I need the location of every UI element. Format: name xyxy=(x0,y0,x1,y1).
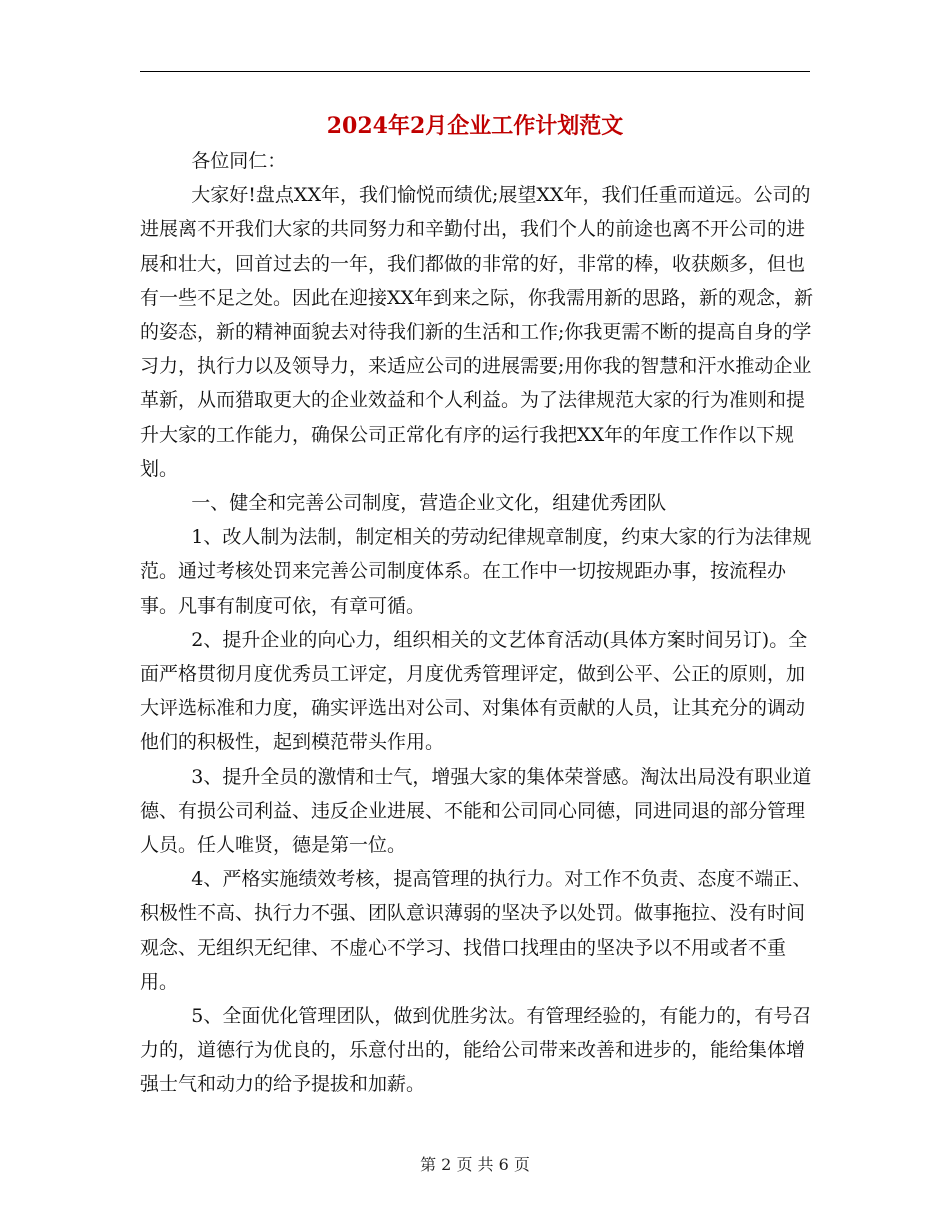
paragraph-item-3: 3、提升全员的激情和士气，增强大家的集体荣誉感。淘汰出局没有职业道德、有损公司利益、违反企业进展、不能和公司同心同德，同进同退的部分管理人员。任人唯贤，德是第一位。 xyxy=(140,765,812,857)
paragraph-item-5: 5、全面优化管理团队，做到优胜劣汰。有管理经验的，有能力的，有号召力的，道德行为优良的，乐意付出的，能给公司带来改善和进步的，能给集体增强士气和动力的给予提拔和加薪。 xyxy=(140,1005,812,1096)
paragraph-item-1: 1、改人制为法制，制定相关的劳动纪律规章制度，约束大家的行为法律规范。通过考核处罚来完善公司制度体系。在工作中一切按规距办事，按流程办事。凡事有制度可依，有章可循。 xyxy=(140,526,812,617)
document-body xyxy=(140,144,815,1102)
section-heading-1: 一、健全和完善公司制度，营造企业文化，组建优秀团队 xyxy=(191,492,667,515)
paragraph-intro: 大家好!盘点XX年，我们愉悦而绩优;展望XX年，我们任重而道远。公司的进展离不开我们大家的共同努力和辛勤付出，我们个人的前途也离不开公司的进展和壮大，回首过去的一年，我们都做的非常的好，非常的棒，收获颇多，但也有一些不足之处。因此在迎接XX年到来之际，你我需用新的思路，新的观念，新的姿态，新的精神面貌去对待我们新的生活和工作;你我更需不断的提高自身的学习力，执行力以及领导力，来适应公司的进展需要;用你我的智慧和汗水推动企业革新，从而猎取更大的企业效益和个人利益。为了法律规范大家的行为准则和提升大家的工作能力，确保公司正常化有序的运行我把XX年的年度工作作以下规划。 xyxy=(140,184,814,480)
page-number: 第 2 页 共 6 页 xyxy=(420,1155,530,1174)
paragraph-greeting: 各位同仁： xyxy=(191,150,287,172)
paragraph-item-2: 2、提升企业的向心力，组织相关的文艺体育活动(具体方案时间另订)。全面严格贯彻月度优秀员工评定，月度优秀管理评定，做到公平、公正的原则，加大评选标准和力度，确实评选出对公司、对集体有贡献的人员，让其充分的调动他们的积极性，起到模范带头作用。 xyxy=(140,628,808,754)
header-rule xyxy=(140,71,810,72)
document-title: 2024年2月企业工作计划范文 xyxy=(326,113,624,139)
paragraph-item-4: 4、严格实施绩效考核，提高管理的执行力。对工作不负责、态度不端正、积极性不高、执行力不强、团队意识薄弱的坚决予以处罚。做事拖拉、没有时间观念、无组织无纪律、不虚心不学习、找借口找理由的坚决予以不用或者不重用。 xyxy=(140,868,812,993)
